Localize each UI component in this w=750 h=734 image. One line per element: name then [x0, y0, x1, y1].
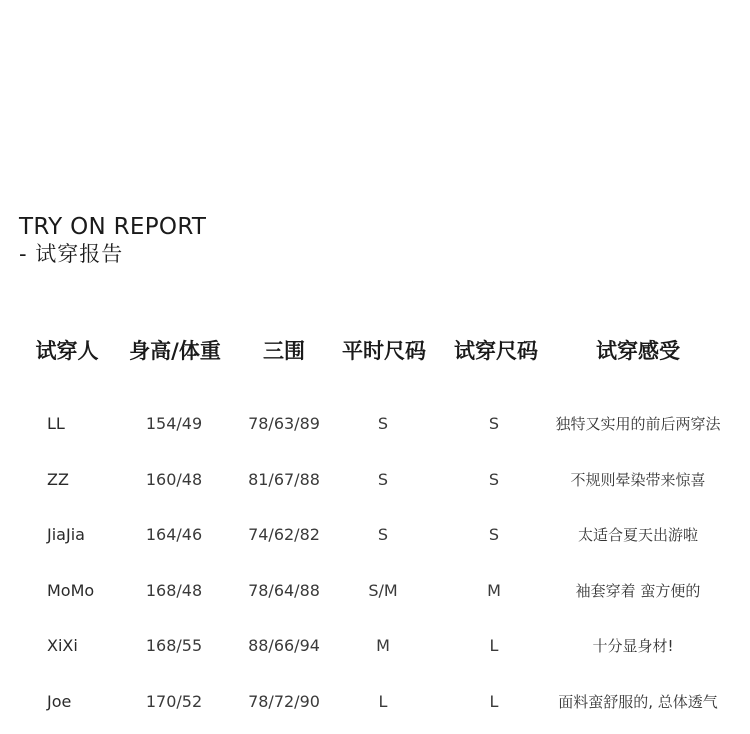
table-row: [0, 465, 750, 495]
header-tried-size: 试穿尺码: [454, 339, 538, 363]
tester-name: XiXi: [47, 636, 78, 655]
tester-name: Joe: [47, 692, 72, 711]
height-weight-cell: 164/46: [145, 525, 203, 544]
measurements-cell: 78/64/88: [248, 581, 320, 600]
feeling-cell: 太适合夏天出游啦: [577, 526, 699, 544]
height-weight-cell: 168/48: [145, 581, 203, 600]
usual-size-cell: S/M: [368, 581, 398, 600]
tried-size-cell: S: [488, 470, 500, 489]
measurements-cell: 78/72/90: [248, 692, 320, 711]
tried-size-cell: S: [488, 525, 500, 544]
report-title-english: TRY ON REPORT: [19, 214, 207, 240]
height-weight-cell: 170/52: [145, 692, 203, 711]
usual-size-cell: S: [377, 470, 389, 489]
height-weight-cell: 160/48: [145, 470, 203, 489]
tried-size-cell: S: [488, 414, 500, 433]
usual-size-cell: S: [377, 414, 389, 433]
header-usual-size: 平时尺码: [342, 339, 426, 363]
tester-name: LL: [47, 414, 65, 433]
header-measurements: 三围: [263, 339, 305, 363]
table-row: [0, 687, 750, 717]
tester-name: ZZ: [47, 470, 69, 489]
height-weight-cell: 168/55: [145, 636, 203, 655]
header-height-weight: 身高/体重: [129, 339, 221, 363]
measurements-cell: 78/63/89: [248, 414, 320, 433]
table-row: [0, 576, 750, 606]
feeling-cell: 不规则晕染带来惊喜: [570, 471, 706, 489]
table-row: [0, 631, 750, 661]
usual-size-cell: M: [376, 636, 390, 655]
table-row: [0, 520, 750, 550]
tried-size-cell: M: [487, 581, 501, 600]
measurements-cell: 88/66/94: [248, 636, 320, 655]
tester-name: JiaJia: [47, 525, 85, 544]
feeling-cell: 面料蛮舒服的, 总体透气: [558, 693, 718, 711]
header-tester: 试穿人: [35, 339, 99, 363]
tried-size-cell: L: [489, 692, 499, 711]
measurements-cell: 74/62/82: [248, 525, 320, 544]
usual-size-cell: L: [378, 692, 388, 711]
height-weight-cell: 154/49: [145, 414, 203, 433]
feeling-cell: 独特又实用的前后两穿法: [555, 415, 721, 433]
feeling-cell: 袖套穿着 蛮方便的: [575, 582, 701, 600]
usual-size-cell: S: [377, 525, 389, 544]
table-row: [0, 409, 750, 439]
tester-name: MoMo: [47, 581, 95, 600]
report-title-chinese: - 试穿报告: [19, 242, 124, 266]
feeling-cell: 十分显身材!: [592, 637, 674, 655]
tried-size-cell: L: [489, 636, 499, 655]
header-feeling: 试穿感受: [596, 339, 680, 363]
measurements-cell: 81/67/88: [248, 470, 320, 489]
